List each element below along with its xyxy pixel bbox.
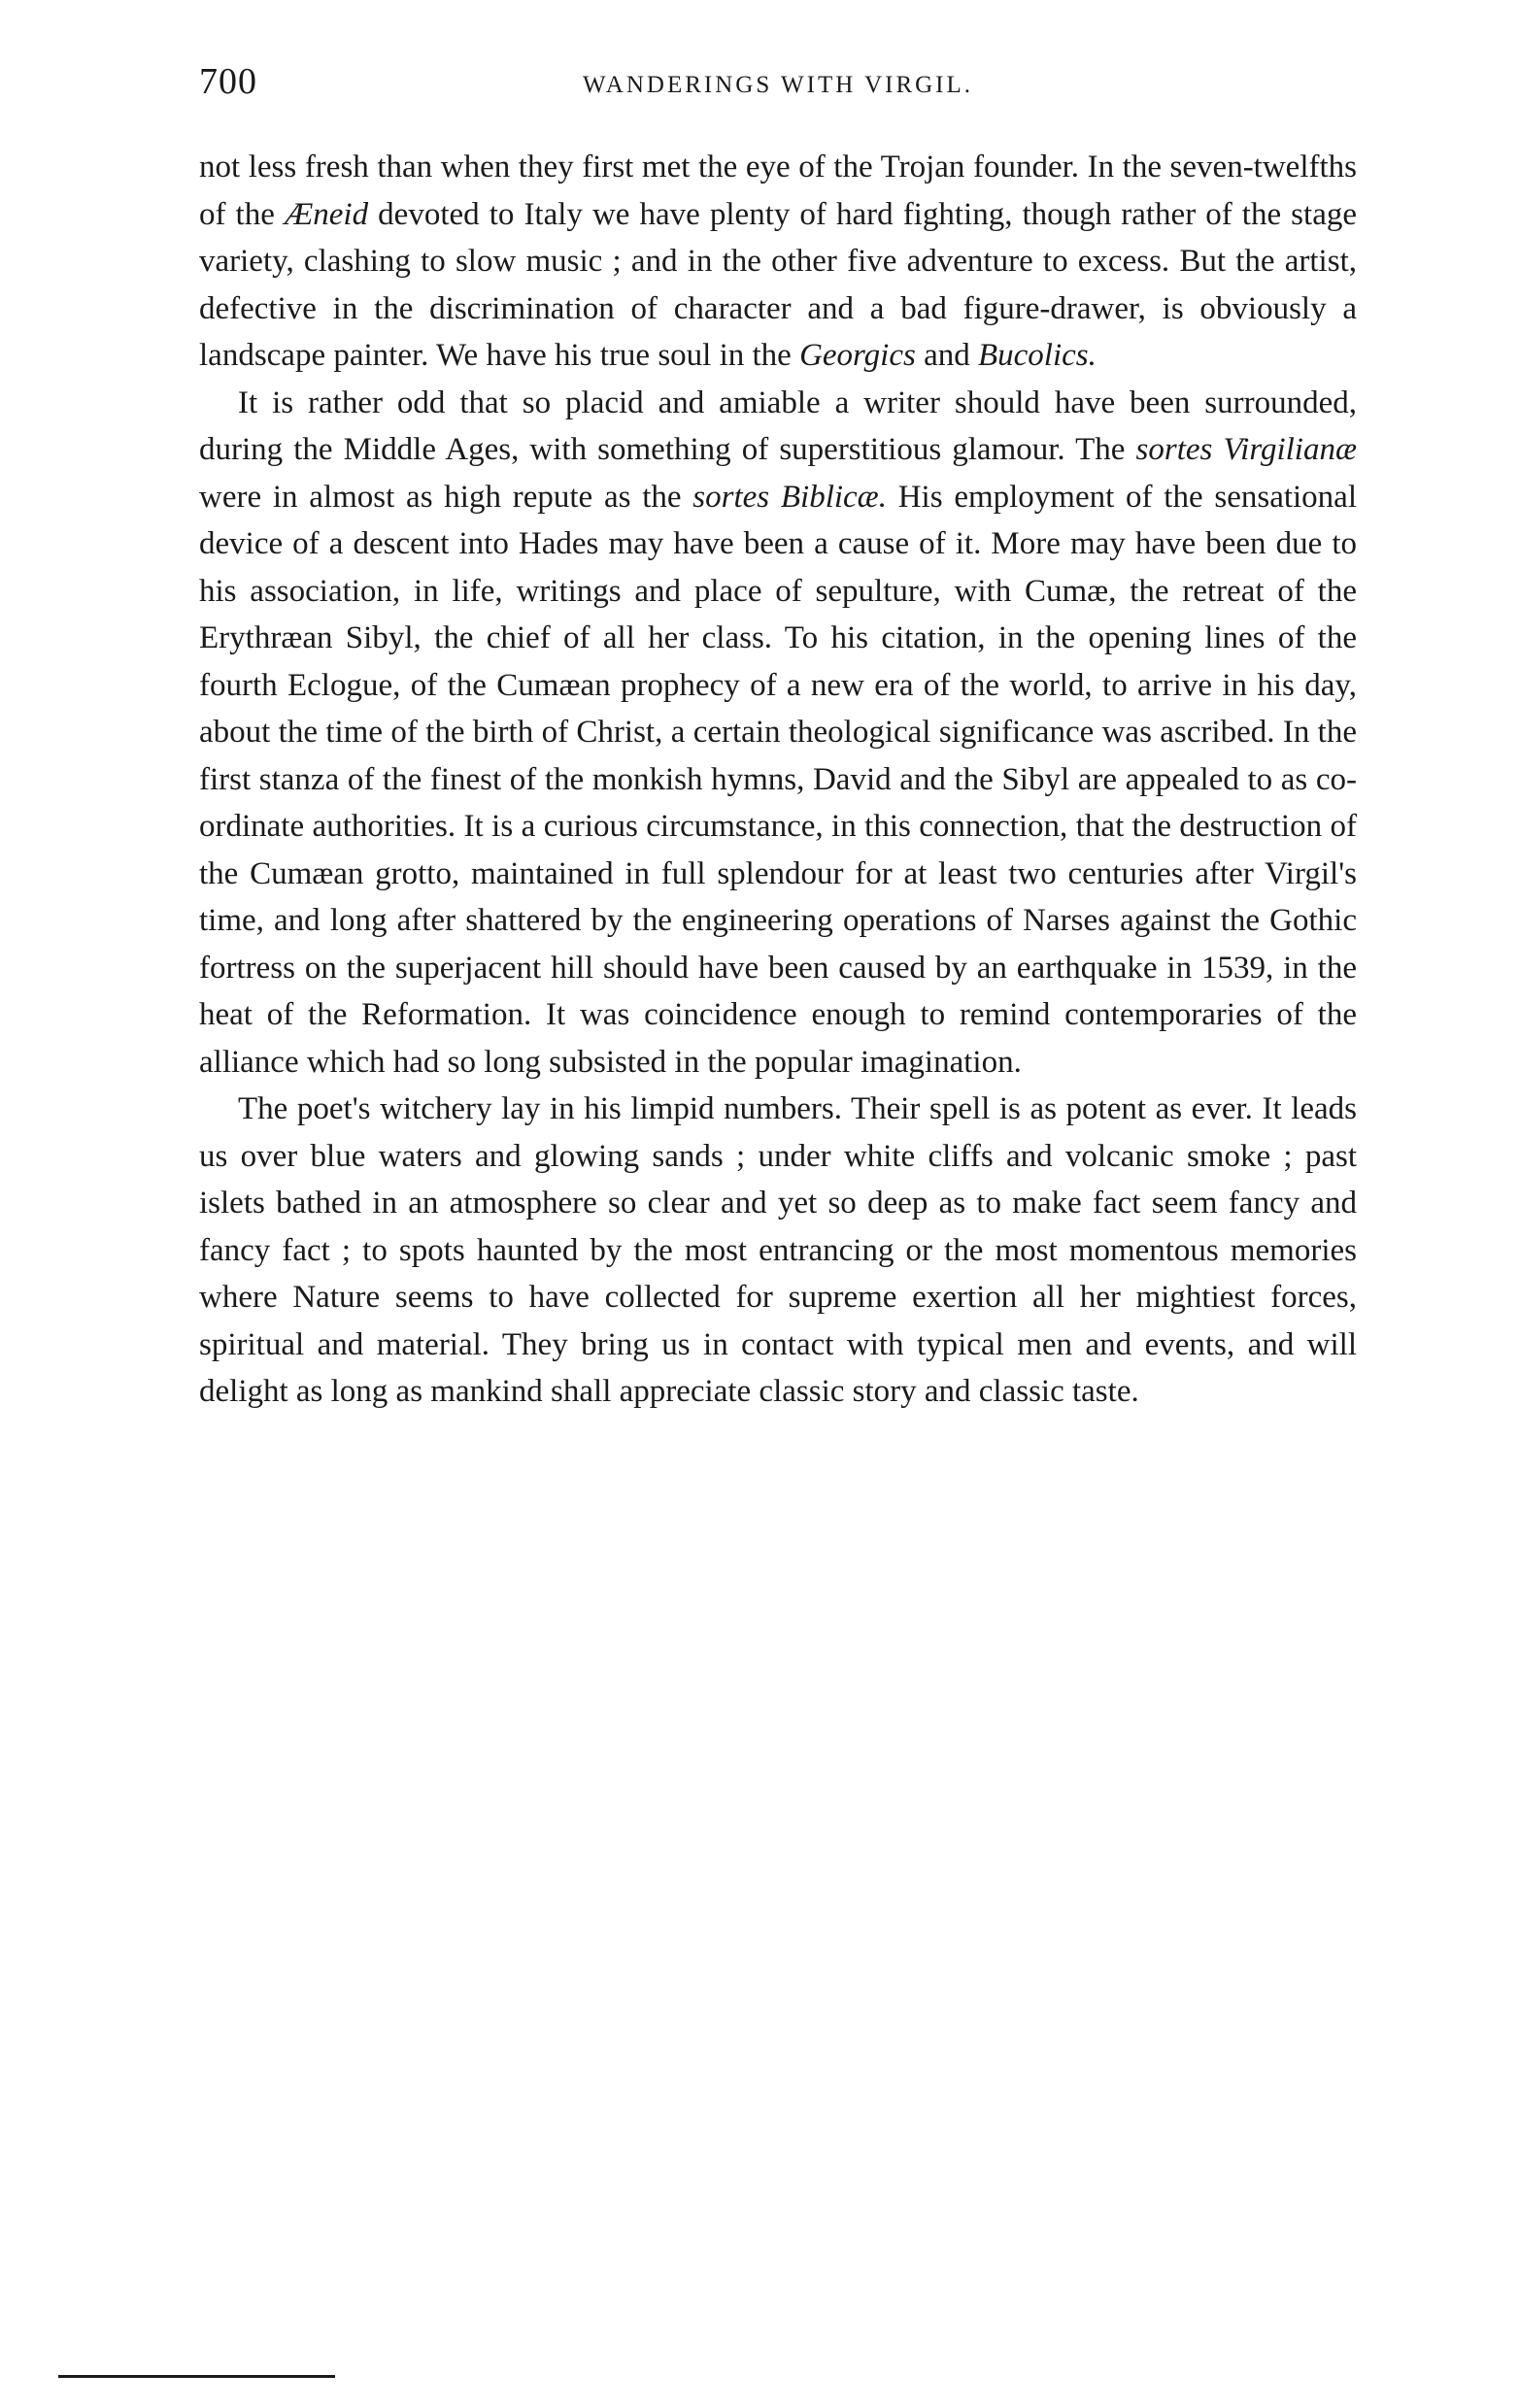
- italic-text: Bucolics.: [977, 338, 1097, 373]
- page-header: [199, 60, 1357, 118]
- running-title: WANDERINGS WITH VIRGIL.: [582, 72, 974, 98]
- text-run: and: [915, 338, 978, 373]
- footer-rule: [58, 2375, 335, 2378]
- paragraph-2: [199, 380, 1357, 1087]
- italic-text: sortes Biblicæ.: [692, 479, 887, 515]
- text-run: His employment of the sensational device of a descent into Hades may have been a cause of it. More may have been due to his association, in life, writings and place of sepulture, with Cumæ, the retreat of the Erythræan Sibyl, the chief of all her class. To his citation, in the opening lines of the fourth Eclogue, of the Cumæan prophecy of a new era of the world, to arrive in his day, about the time of the birth of Christ, a certain theological significance was ascribed. In the first stanza of the finest of the monkish hymns, David and the Sibyl are appealed to as co-ordinate authorities. It is a curious circumstance, in this connection, that the destruction of the Cumæan grotto, maintained in full splendour for at least two centuries after Virgil's time, and long after shattered by the engineering operations of Narses against the Gothic fortress on the superjacent hill should have been caused by an earthquake in 1539, in the heat of the Reformation. It was coincidence enough to remind contemporaries of the alliance which had so long subsisted in the popular imagination.: [199, 479, 1357, 1080]
- page-number: 700: [199, 61, 257, 102]
- italic-text: sortes Virgilianæ: [1135, 432, 1357, 467]
- italic-text: Æneid: [284, 196, 369, 232]
- body-text: [199, 144, 1357, 1416]
- italic-text: Georgics: [799, 338, 916, 373]
- text-run: devoted to Italy we have plenty of hard fighting, though rather of the stage variety, clashing to slow music ; and in the other five adventure to excess. But the artist, defective in the discrimination of character and a bad figure-drawer, is obviously a landscape painter. We have his true soul in the: [199, 196, 1357, 373]
- text-run: were in almost as high repute as the: [199, 479, 693, 515]
- text-run: It is rather odd that so placid and amiable a writer should have been surrounded, during the Middle Ages, with something of superstitious glamour. The: [199, 385, 1357, 467]
- paragraph-1: [199, 144, 1357, 380]
- text-run: The poet's witchery lay in his limpid numbers. Their spell is as potent as ever. It leads us over blue waters and glowing sands ; under white cliffs and volcanic smoke ; past islets bathed in an atmosphere so clear and yet so deep as to make fact seem fancy and fancy fact ; to spots haunted by the most entrancing or the most momentous memories where Nature seems to have collected for supreme exertion all her mightiest forces, spiritual and material. They bring us in contact with typical men and events, and will delight as long as mankind shall appreciate classic story and classic taste.: [199, 1091, 1357, 1409]
- text-run: not less fresh than when they first met the eye of the Trojan founder. In the seven-twelfths of the: [199, 150, 1357, 232]
- paragraph-3: [199, 1086, 1357, 1416]
